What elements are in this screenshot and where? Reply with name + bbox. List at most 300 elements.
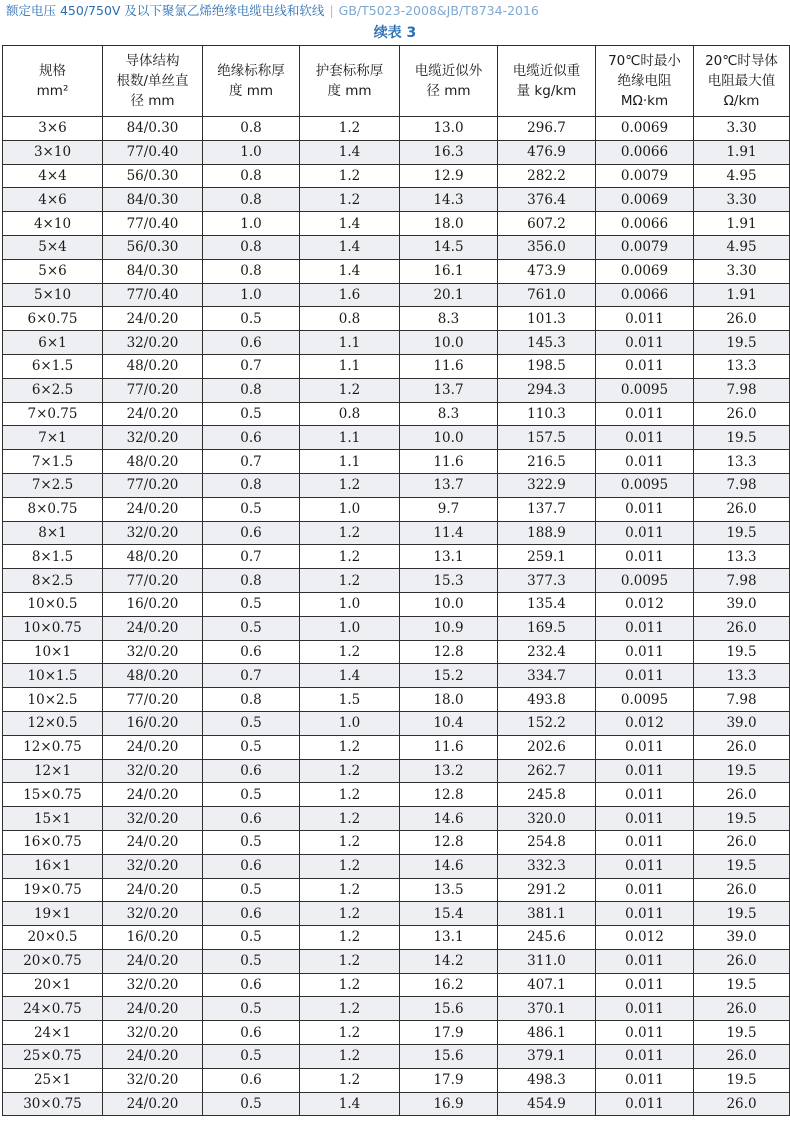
cell-spec: 8×1.5	[3, 545, 103, 569]
cell-sheath-thickness: 1.4	[300, 259, 400, 283]
cell-sheath-thickness: 1.2	[300, 949, 400, 973]
cell-sheath-thickness: 1.2	[300, 854, 400, 878]
cell-weight: 232.4	[498, 640, 596, 664]
cell-insulation-thickness: 0.6	[203, 807, 300, 831]
column-header-line: MΩ·km	[620, 93, 669, 109]
cell-weight: 322.9	[498, 473, 596, 497]
cell-spec: 7×2.5	[3, 473, 103, 497]
table-row	[3, 473, 790, 497]
cell-weight: 493.8	[498, 688, 596, 712]
cell-insulation-resistance: 0.011	[596, 426, 694, 450]
column-header-line: 量 kg/km	[516, 83, 577, 99]
column-header-line: 根数/单丝直	[116, 73, 189, 89]
cell-sheath-thickness: 1.2	[300, 973, 400, 997]
cell-conductor: 32/0.20	[103, 1021, 203, 1045]
cell-conductor: 32/0.20	[103, 426, 203, 450]
cell-conductor-resistance: 4.95	[694, 164, 790, 188]
cell-spec: 10×0.75	[3, 616, 103, 640]
cell-sheath-thickness: 1.2	[300, 926, 400, 950]
cell-spec: 8×0.75	[3, 497, 103, 521]
cell-insulation-resistance: 0.0069	[596, 259, 694, 283]
cell-sheath-thickness: 0.8	[300, 402, 400, 426]
cell-sheath-thickness: 1.2	[300, 378, 400, 402]
cell-conductor: 24/0.20	[103, 1092, 203, 1116]
cell-conductor-resistance: 26.0	[694, 616, 790, 640]
cell-spec: 25×1	[3, 1068, 103, 1092]
cell-conductor-resistance: 26.0	[694, 997, 790, 1021]
table-row	[3, 902, 790, 926]
cell-insulation-resistance: 0.0069	[596, 188, 694, 212]
cell-insulation-resistance: 0.011	[596, 973, 694, 997]
cell-weight: 169.5	[498, 616, 596, 640]
cell-insulation-resistance: 0.011	[596, 759, 694, 783]
cell-sheath-thickness: 1.4	[300, 1092, 400, 1116]
table-row	[3, 569, 790, 593]
cell-insulation-resistance: 0.011	[596, 450, 694, 474]
cell-weight: 137.7	[498, 497, 596, 521]
table-row	[3, 212, 790, 236]
cell-spec: 4×10	[3, 212, 103, 236]
cell-conductor-resistance: 39.0	[694, 926, 790, 950]
cell-sheath-thickness: 1.2	[300, 783, 400, 807]
cell-conductor-resistance: 1.91	[694, 212, 790, 236]
cell-spec: 12×1	[3, 759, 103, 783]
cell-insulation-resistance: 0.0095	[596, 569, 694, 593]
cell-conductor: 16/0.20	[103, 711, 203, 735]
cell-insulation-thickness: 0.5	[203, 1045, 300, 1069]
cell-conductor: 32/0.20	[103, 854, 203, 878]
cell-insulation-thickness: 0.8	[203, 688, 300, 712]
column-header-line: mm²	[36, 83, 69, 99]
cell-outer-diameter: 14.3	[400, 188, 498, 212]
cell-insulation-thickness: 0.8	[203, 235, 300, 259]
cell-conductor: 24/0.20	[103, 402, 203, 426]
cell-sheath-thickness: 1.2	[300, 1068, 400, 1092]
cell-insulation-thickness: 0.5	[203, 783, 300, 807]
cell-sheath-thickness: 1.2	[300, 807, 400, 831]
cell-spec: 20×0.5	[3, 926, 103, 950]
cell-outer-diameter: 18.0	[400, 688, 498, 712]
cell-weight: 473.9	[498, 259, 596, 283]
cell-conductor: 56/0.30	[103, 164, 203, 188]
cell-insulation-resistance: 0.0066	[596, 212, 694, 236]
cell-insulation-resistance: 0.011	[596, 497, 694, 521]
cell-insulation-resistance: 0.011	[596, 1045, 694, 1069]
cell-spec: 7×1.5	[3, 450, 103, 474]
cell-insulation-thickness: 0.5	[203, 497, 300, 521]
cell-spec: 6×1.5	[3, 354, 103, 378]
cell-sheath-thickness: 1.2	[300, 878, 400, 902]
cell-conductor: 24/0.20	[103, 997, 203, 1021]
cell-outer-diameter: 10.4	[400, 711, 498, 735]
cell-insulation-thickness: 0.6	[203, 331, 300, 355]
cell-sheath-thickness: 1.4	[300, 664, 400, 688]
cell-outer-diameter: 10.0	[400, 426, 498, 450]
column-header-outer-diameter	[400, 46, 498, 117]
cell-insulation-thickness: 0.6	[203, 1068, 300, 1092]
cell-insulation-resistance: 0.011	[596, 878, 694, 902]
cell-sheath-thickness: 1.6	[300, 283, 400, 307]
cell-insulation-thickness: 0.8	[203, 188, 300, 212]
table-row	[3, 1021, 790, 1045]
cell-sheath-thickness: 1.2	[300, 1045, 400, 1069]
cell-conductor-resistance: 7.98	[694, 473, 790, 497]
cell-weight: 476.9	[498, 140, 596, 164]
cell-outer-diameter: 12.8	[400, 783, 498, 807]
cell-conductor: 48/0.20	[103, 545, 203, 569]
cell-conductor-resistance: 26.0	[694, 402, 790, 426]
cell-outer-diameter: 13.1	[400, 926, 498, 950]
table-row	[3, 140, 790, 164]
cell-insulation-thickness: 0.8	[203, 569, 300, 593]
cell-spec: 24×0.75	[3, 997, 103, 1021]
cell-insulation-resistance: 0.011	[596, 1021, 694, 1045]
cell-sheath-thickness: 1.0	[300, 497, 400, 521]
cell-conductor: 24/0.20	[103, 307, 203, 331]
cell-outer-diameter: 11.6	[400, 735, 498, 759]
cell-conductor-resistance: 19.5	[694, 807, 790, 831]
cell-outer-diameter: 8.3	[400, 402, 498, 426]
cell-weight: 294.3	[498, 378, 596, 402]
cell-outer-diameter: 14.2	[400, 949, 498, 973]
cell-conductor: 77/0.20	[103, 569, 203, 593]
cell-conductor-resistance: 7.98	[694, 688, 790, 712]
cell-outer-diameter: 13.1	[400, 545, 498, 569]
cell-insulation-thickness: 0.5	[203, 592, 300, 616]
cell-spec: 16×1	[3, 854, 103, 878]
cell-spec: 15×0.75	[3, 783, 103, 807]
cell-conductor: 77/0.40	[103, 140, 203, 164]
cell-insulation-thickness: 0.6	[203, 854, 300, 878]
cell-insulation-thickness: 0.8	[203, 164, 300, 188]
cell-insulation-thickness: 0.7	[203, 354, 300, 378]
cell-outer-diameter: 16.1	[400, 259, 498, 283]
cell-insulation-resistance: 0.0069	[596, 117, 694, 141]
column-header-sheath-thickness	[300, 46, 400, 117]
table-row	[3, 830, 790, 854]
cell-sheath-thickness: 0.8	[300, 307, 400, 331]
column-header-weight	[498, 46, 596, 117]
cell-insulation-resistance: 0.011	[596, 783, 694, 807]
cell-sheath-thickness: 1.4	[300, 140, 400, 164]
cell-insulation-resistance: 0.0079	[596, 164, 694, 188]
cell-weight: 259.1	[498, 545, 596, 569]
cell-insulation-resistance: 0.011	[596, 331, 694, 355]
column-header-insulation-resistance	[596, 46, 694, 117]
cell-outer-diameter: 10.9	[400, 616, 498, 640]
cell-spec: 20×0.75	[3, 949, 103, 973]
cell-insulation-resistance: 0.012	[596, 592, 694, 616]
cell-outer-diameter: 10.0	[400, 592, 498, 616]
cell-weight: 407.1	[498, 973, 596, 997]
table-row	[3, 854, 790, 878]
cell-outer-diameter: 16.3	[400, 140, 498, 164]
cell-conductor: 24/0.20	[103, 830, 203, 854]
cell-conductor: 24/0.20	[103, 497, 203, 521]
cell-outer-diameter: 20.1	[400, 283, 498, 307]
cell-weight: 376.4	[498, 188, 596, 212]
cell-outer-diameter: 15.6	[400, 1045, 498, 1069]
cell-conductor-resistance: 13.3	[694, 545, 790, 569]
cell-insulation-resistance: 0.011	[596, 735, 694, 759]
cell-conductor-resistance: 13.3	[694, 354, 790, 378]
cell-weight: 157.5	[498, 426, 596, 450]
cell-outer-diameter: 12.9	[400, 164, 498, 188]
cell-sheath-thickness: 1.1	[300, 426, 400, 450]
table-row	[3, 426, 790, 450]
table-row	[3, 1045, 790, 1069]
cell-conductor: 77/0.40	[103, 283, 203, 307]
cell-weight: 356.0	[498, 235, 596, 259]
cell-conductor: 77/0.40	[103, 212, 203, 236]
cell-insulation-thickness: 0.5	[203, 997, 300, 1021]
table-row	[3, 283, 790, 307]
cell-insulation-thickness: 0.5	[203, 402, 300, 426]
cell-outer-diameter: 14.5	[400, 235, 498, 259]
cell-conductor: 24/0.20	[103, 1045, 203, 1069]
column-header-line: 绝缘标称厚	[217, 63, 285, 79]
cell-outer-diameter: 12.8	[400, 830, 498, 854]
cell-spec: 6×0.75	[3, 307, 103, 331]
cell-sheath-thickness: 1.2	[300, 902, 400, 926]
table-row	[3, 949, 790, 973]
cell-conductor-resistance: 7.98	[694, 569, 790, 593]
cell-sheath-thickness: 1.1	[300, 331, 400, 355]
cell-spec: 12×0.75	[3, 735, 103, 759]
cell-sheath-thickness: 1.1	[300, 450, 400, 474]
cell-conductor: 84/0.30	[103, 117, 203, 141]
cell-spec: 10×2.5	[3, 688, 103, 712]
cell-sheath-thickness: 1.2	[300, 545, 400, 569]
cell-spec: 10×1.5	[3, 664, 103, 688]
cell-conductor-resistance: 13.3	[694, 450, 790, 474]
cell-sheath-thickness: 1.0	[300, 616, 400, 640]
table-row	[3, 711, 790, 735]
table-row	[3, 307, 790, 331]
column-header-conductor-resistance	[694, 46, 790, 117]
cell-conductor: 32/0.20	[103, 1068, 203, 1092]
cell-conductor-resistance: 26.0	[694, 1092, 790, 1116]
cell-outer-diameter: 16.2	[400, 973, 498, 997]
cell-outer-diameter: 15.4	[400, 902, 498, 926]
cell-insulation-thickness: 0.5	[203, 616, 300, 640]
cell-conductor-resistance: 3.30	[694, 188, 790, 212]
cell-insulation-thickness: 1.0	[203, 283, 300, 307]
cell-conductor-resistance: 26.0	[694, 878, 790, 902]
cell-outer-diameter: 18.0	[400, 212, 498, 236]
cable-spec-table	[2, 45, 790, 1116]
table-row	[3, 878, 790, 902]
cell-spec: 24×1	[3, 1021, 103, 1045]
cell-insulation-thickness: 0.5	[203, 1092, 300, 1116]
cell-outer-diameter: 11.6	[400, 354, 498, 378]
cell-conductor: 84/0.30	[103, 188, 203, 212]
cell-weight: 262.7	[498, 759, 596, 783]
cell-conductor: 32/0.20	[103, 759, 203, 783]
table-row	[3, 616, 790, 640]
cell-spec: 20×1	[3, 973, 103, 997]
cell-spec: 19×1	[3, 902, 103, 926]
cell-sheath-thickness: 1.2	[300, 997, 400, 1021]
cell-conductor: 77/0.20	[103, 378, 203, 402]
cell-weight: 110.3	[498, 402, 596, 426]
cell-conductor: 56/0.30	[103, 235, 203, 259]
cell-sheath-thickness: 1.2	[300, 640, 400, 664]
cell-insulation-thickness: 0.7	[203, 545, 300, 569]
cell-spec: 10×1	[3, 640, 103, 664]
cell-outer-diameter: 13.0	[400, 117, 498, 141]
cell-spec: 5×10	[3, 283, 103, 307]
cell-insulation-resistance: 0.011	[596, 307, 694, 331]
document-header	[0, 0, 790, 22]
cell-insulation-resistance: 0.0079	[596, 235, 694, 259]
cell-insulation-thickness: 0.6	[203, 640, 300, 664]
table-caption: 续表 3	[373, 25, 417, 41]
cell-spec: 4×4	[3, 164, 103, 188]
cell-conductor-resistance: 26.0	[694, 307, 790, 331]
cell-conductor-resistance: 3.30	[694, 259, 790, 283]
table-row	[3, 1092, 790, 1116]
cell-insulation-resistance: 0.011	[596, 902, 694, 926]
cell-conductor: 77/0.20	[103, 473, 203, 497]
cell-insulation-thickness: 0.8	[203, 259, 300, 283]
cell-insulation-resistance: 0.0066	[596, 283, 694, 307]
cell-insulation-thickness: 1.0	[203, 140, 300, 164]
cell-outer-diameter: 14.6	[400, 854, 498, 878]
column-header-spec	[3, 46, 103, 117]
cell-outer-diameter: 11.6	[400, 450, 498, 474]
cell-outer-diameter: 14.6	[400, 807, 498, 831]
cell-insulation-resistance: 0.0095	[596, 688, 694, 712]
cell-sheath-thickness: 1.2	[300, 759, 400, 783]
cell-spec: 5×4	[3, 235, 103, 259]
cell-conductor-resistance: 26.0	[694, 497, 790, 521]
cell-insulation-resistance: 0.012	[596, 711, 694, 735]
cell-weight: 282.2	[498, 164, 596, 188]
cell-conductor: 48/0.20	[103, 450, 203, 474]
cell-conductor-resistance: 19.5	[694, 521, 790, 545]
cell-conductor-resistance: 7.98	[694, 378, 790, 402]
cell-outer-diameter: 10.0	[400, 331, 498, 355]
cell-insulation-resistance: 0.011	[596, 354, 694, 378]
cell-spec: 3×6	[3, 117, 103, 141]
column-header-line: 度 mm	[327, 83, 372, 99]
cell-conductor: 48/0.20	[103, 354, 203, 378]
cell-spec: 4×6	[3, 188, 103, 212]
column-header-insulation-thickness	[203, 46, 300, 117]
table-row	[3, 402, 790, 426]
cell-outer-diameter: 16.9	[400, 1092, 498, 1116]
cell-insulation-resistance: 0.011	[596, 402, 694, 426]
cell-insulation-thickness: 0.6	[203, 426, 300, 450]
table-row	[3, 640, 790, 664]
cell-outer-diameter: 13.7	[400, 473, 498, 497]
cell-sheath-thickness: 1.4	[300, 212, 400, 236]
cell-sheath-thickness: 1.0	[300, 592, 400, 616]
cell-spec: 25×0.75	[3, 1045, 103, 1069]
cell-weight: 379.1	[498, 1045, 596, 1069]
cell-weight: 296.7	[498, 117, 596, 141]
cell-insulation-resistance: 0.011	[596, 1092, 694, 1116]
column-header-line: 电缆近似重	[512, 63, 581, 79]
cell-insulation-thickness: 0.5	[203, 307, 300, 331]
cell-spec: 15×1	[3, 807, 103, 831]
cell-weight: 291.2	[498, 878, 596, 902]
cell-insulation-resistance: 0.0095	[596, 473, 694, 497]
cell-conductor: 77/0.20	[103, 688, 203, 712]
cell-weight: 135.4	[498, 592, 596, 616]
cell-insulation-resistance: 0.011	[596, 616, 694, 640]
column-header-line: 导体结构	[125, 53, 180, 69]
cell-outer-diameter: 15.2	[400, 664, 498, 688]
header-separator: |	[329, 3, 334, 18]
cell-spec: 5×6	[3, 259, 103, 283]
standard-reference: GB/T5023-2008&JB/T8734-2016	[338, 3, 539, 18]
cell-sheath-thickness: 1.2	[300, 521, 400, 545]
cell-conductor-resistance: 4.95	[694, 235, 790, 259]
cell-sheath-thickness: 1.2	[300, 473, 400, 497]
cell-conductor-resistance: 39.0	[694, 711, 790, 735]
cell-conductor-resistance: 26.0	[694, 830, 790, 854]
table-row	[3, 497, 790, 521]
table-row	[3, 331, 790, 355]
cell-conductor-resistance: 19.5	[694, 902, 790, 926]
cell-outer-diameter: 17.9	[400, 1021, 498, 1045]
table-row	[3, 664, 790, 688]
cell-spec: 6×1	[3, 331, 103, 355]
column-header-line: 70℃时最小	[608, 53, 681, 69]
cell-sheath-thickness: 1.0	[300, 711, 400, 735]
cell-conductor-resistance: 26.0	[694, 949, 790, 973]
cell-weight: 145.3	[498, 331, 596, 355]
cell-insulation-thickness: 0.6	[203, 521, 300, 545]
cell-weight: 152.2	[498, 711, 596, 735]
cell-insulation-thickness: 0.6	[203, 902, 300, 926]
cell-conductor: 32/0.20	[103, 640, 203, 664]
cell-sheath-thickness: 1.4	[300, 235, 400, 259]
cell-weight: 254.8	[498, 830, 596, 854]
cell-weight: 216.5	[498, 450, 596, 474]
table-row	[3, 378, 790, 402]
cell-conductor-resistance: 3.30	[694, 117, 790, 141]
cell-sheath-thickness: 1.2	[300, 117, 400, 141]
cell-conductor-resistance: 26.0	[694, 783, 790, 807]
cell-insulation-resistance: 0.011	[596, 807, 694, 831]
table-row	[3, 807, 790, 831]
cell-conductor: 32/0.20	[103, 902, 203, 926]
cell-spec: 8×2.5	[3, 569, 103, 593]
cell-weight: 377.3	[498, 569, 596, 593]
cell-conductor: 24/0.20	[103, 949, 203, 973]
cell-outer-diameter: 8.3	[400, 307, 498, 331]
table-row	[3, 354, 790, 378]
cell-outer-diameter: 12.8	[400, 640, 498, 664]
cell-spec: 7×1	[3, 426, 103, 450]
cell-insulation-thickness: 0.7	[203, 664, 300, 688]
table-row	[3, 926, 790, 950]
cell-spec: 6×2.5	[3, 378, 103, 402]
table-row	[3, 735, 790, 759]
cell-sheath-thickness: 1.5	[300, 688, 400, 712]
table-row	[3, 1068, 790, 1092]
cell-spec: 10×0.5	[3, 592, 103, 616]
cell-conductor: 16/0.20	[103, 926, 203, 950]
column-header-line: 护套标称厚	[315, 63, 384, 79]
cell-insulation-thickness: 1.0	[203, 212, 300, 236]
document-title: 额定电压 450/750V 及以下聚氯乙烯绝缘电缆电线和软线	[6, 3, 325, 18]
cell-sheath-thickness: 1.1	[300, 354, 400, 378]
cell-insulation-thickness: 0.6	[203, 759, 300, 783]
